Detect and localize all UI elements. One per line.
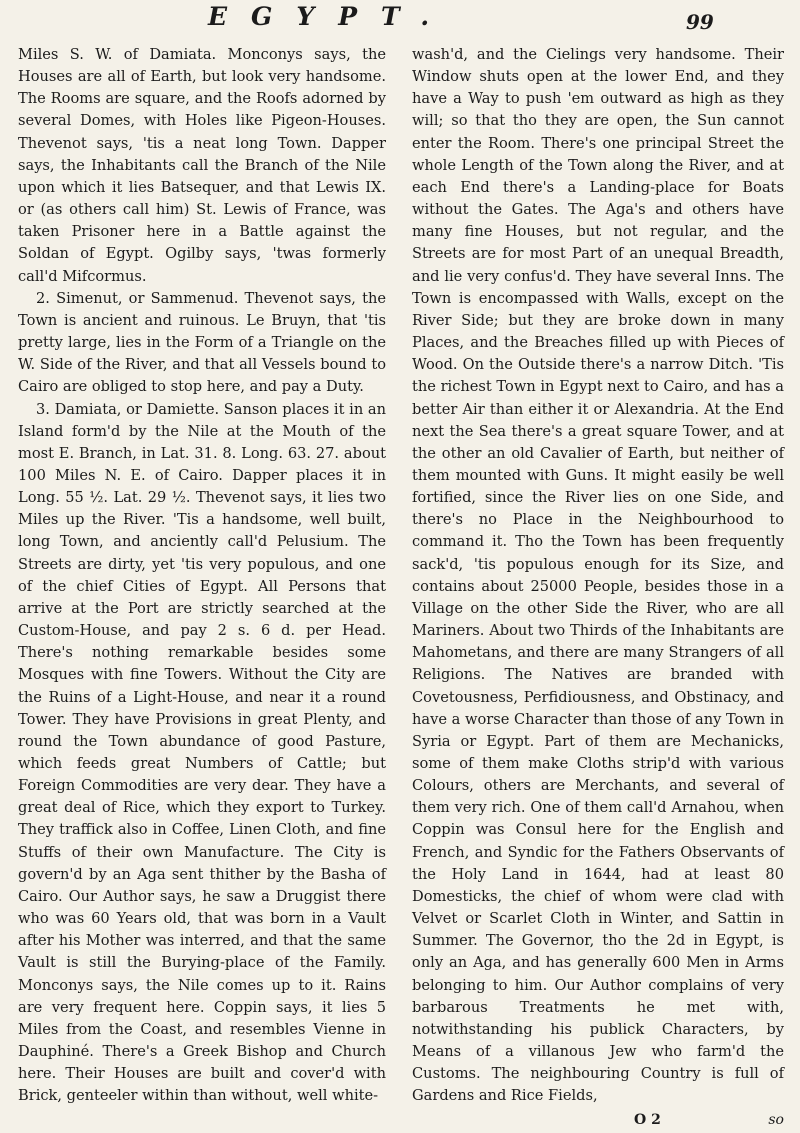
catchword: so: [768, 1112, 784, 1128]
right-column: [412, 44, 784, 1108]
paragraph-damiata-continued: wash'd, and the Cielings very handsome. Their Window shuts open at the lower End, and they have a Way to push 'em outward as high as they will; so that tho they are open, the Sun cannot enter the Room. There's one principal Street the whole Length of the Town along the River, and at each End there's a Landing-place for Boats without the Gates. The Aga's and others have many fine Houses, but not regular, and the Streets are for most Part of an unequal Breadth, and lie very confus'd. They have several Inns. The Town is encompassed with Walls, except on the River Side; but they are broke down in many Places, and the Breaches filled up with Pieces of Wood. On the Outside there's a narrow Ditch. 'Tis the richest Town in Egypt next to Cairo, and has a better Air than either it or Alexandria. At the End next the Sea there's a great square Tower, and at the other an old Cavalier of Earth, but neither of them mounted with Guns. It might easily be well fortified, since the River lies on one Side, and there's no Place in the Neighbourhood to command it. Tho the Town has been frequently sack'd, 'tis populous enough for its Size, and contains about 25000 People, besides those in a Village on the other Side the River, who are all Mariners. About two Thirds of the Inhabitants are Mahometans, and there are many Strangers of all Religions. The Natives are branded with Covetousness, Perfidiousness, and Obstinacy, and have a worse Character than those of any Town in Syria or Egypt. Part of them are Mechanicks, some of them make Cloths strip'd with various Colours, others are Merchants, and several of them very rich. One of them call'd Arnahou, when Coppin was Consul here for the English and French, and Syndic for the Fathers Observants of the Holy Land in 1644, had at least 80 Domesticks, the chief of whom were clad with Velvet or Scarlet Cloth in Winter, and Sattin in Summer. The Governor, tho the 2d in Egypt, is only an Aga, and has generally 600 Men in Arms belonging to him. Our Author complains of very barbarous Treatments he met with, notwithstanding his publick Characters, by Means of a villanous Jew who farm'd the Customs. The neighbouring Country is full of Gardens and Rice Fields,: [412, 46, 784, 1105]
page-number: 99: [686, 10, 714, 34]
running-head: [0, 2, 800, 36]
entry-damiata: 3. Damiata, or Damiette. Sanson places it in an Island form'd by the Nile at the Mouth of the most E. Branch, in Lat. 31. 8. Long. 63. 27. about 100 Miles N. E. of Cairo. Dapper places it in Long. 55 ½. Lat. 29 ½. Thevenot says, it lies two Miles up the River. 'Tis a handsome, well built, long Town, and anciently call'd Pelusium. The Streets are dirty, yet 'tis very populous, and one of the chief Cities of Egypt. All Persons that arrive at the Port are strictly searched at the Custom-House, and pay 2 s. 6 d. per Head. There's nothing remarkable besides some Mosques with fine Towers. Without the City are the Ruins of a Light-House, and near it a round Tower. They have Provisions in great Plenty, and round the Town abundance of good Pasture, which feeds great Numbers of Cattle; but Foreign Commodities are very dear. They have a great deal of Rice, which they export to Turkey. They traffick also in Coffee, Linen Cloth, and fine Stuffs of their own Manufacture. The City is govern'd by an Aga sent thither by the Basha of Cairo. Our Author says, he saw a Druggist there who was 60 Years old, that was born in a Vault after his Mother was interred, and that the same Vault is still the Burying-place of the Family. Monconys says, the Nile comes up to it. Rains are very frequent here. Coppin says, it lies 5 Miles from the Coast, and resembles Vienne in Dauphiné. There's a Greek Bishop and Church here. Their Houses are built and cover'd with Brick, genteeler within than without, well white-: [18, 400, 386, 1105]
signature-line: [412, 1110, 784, 1132]
running-title: EGYPT.: [208, 2, 454, 31]
left-column: [18, 44, 386, 1108]
entry-simenut: 2. Simenut, or Sammenud. Thevenot says, the Town is ancient and ruinous. Le Bruyn, that 'tis pretty large, lies in the Form of a Triangle on the W. Side of the River, and that all Vessels bound to Cairo are obliged to stop here, and pay a Duty.: [18, 289, 386, 396]
paragraph-damiata-intro: Miles S. W. of Damiata. Monconys says, the Houses are all of Earth, but look very handsome. The Rooms are square, and the Roofs adorned by several Domes, with Holes like Pigeon-Houses. Thevenot says, 'tis a neat long Town. Dapper says, the Inhabitants call the Branch of the Nile upon which it lies Batsequer, and that Lewis IX. or (as others call him) St. Lewis of France, was taken Prisoner here in a Battle against the Soldan of Egypt. Ogilby says, 'twas formerly call'd Mifcormus.: [18, 46, 386, 285]
signature-mark: O 2: [634, 1112, 661, 1128]
